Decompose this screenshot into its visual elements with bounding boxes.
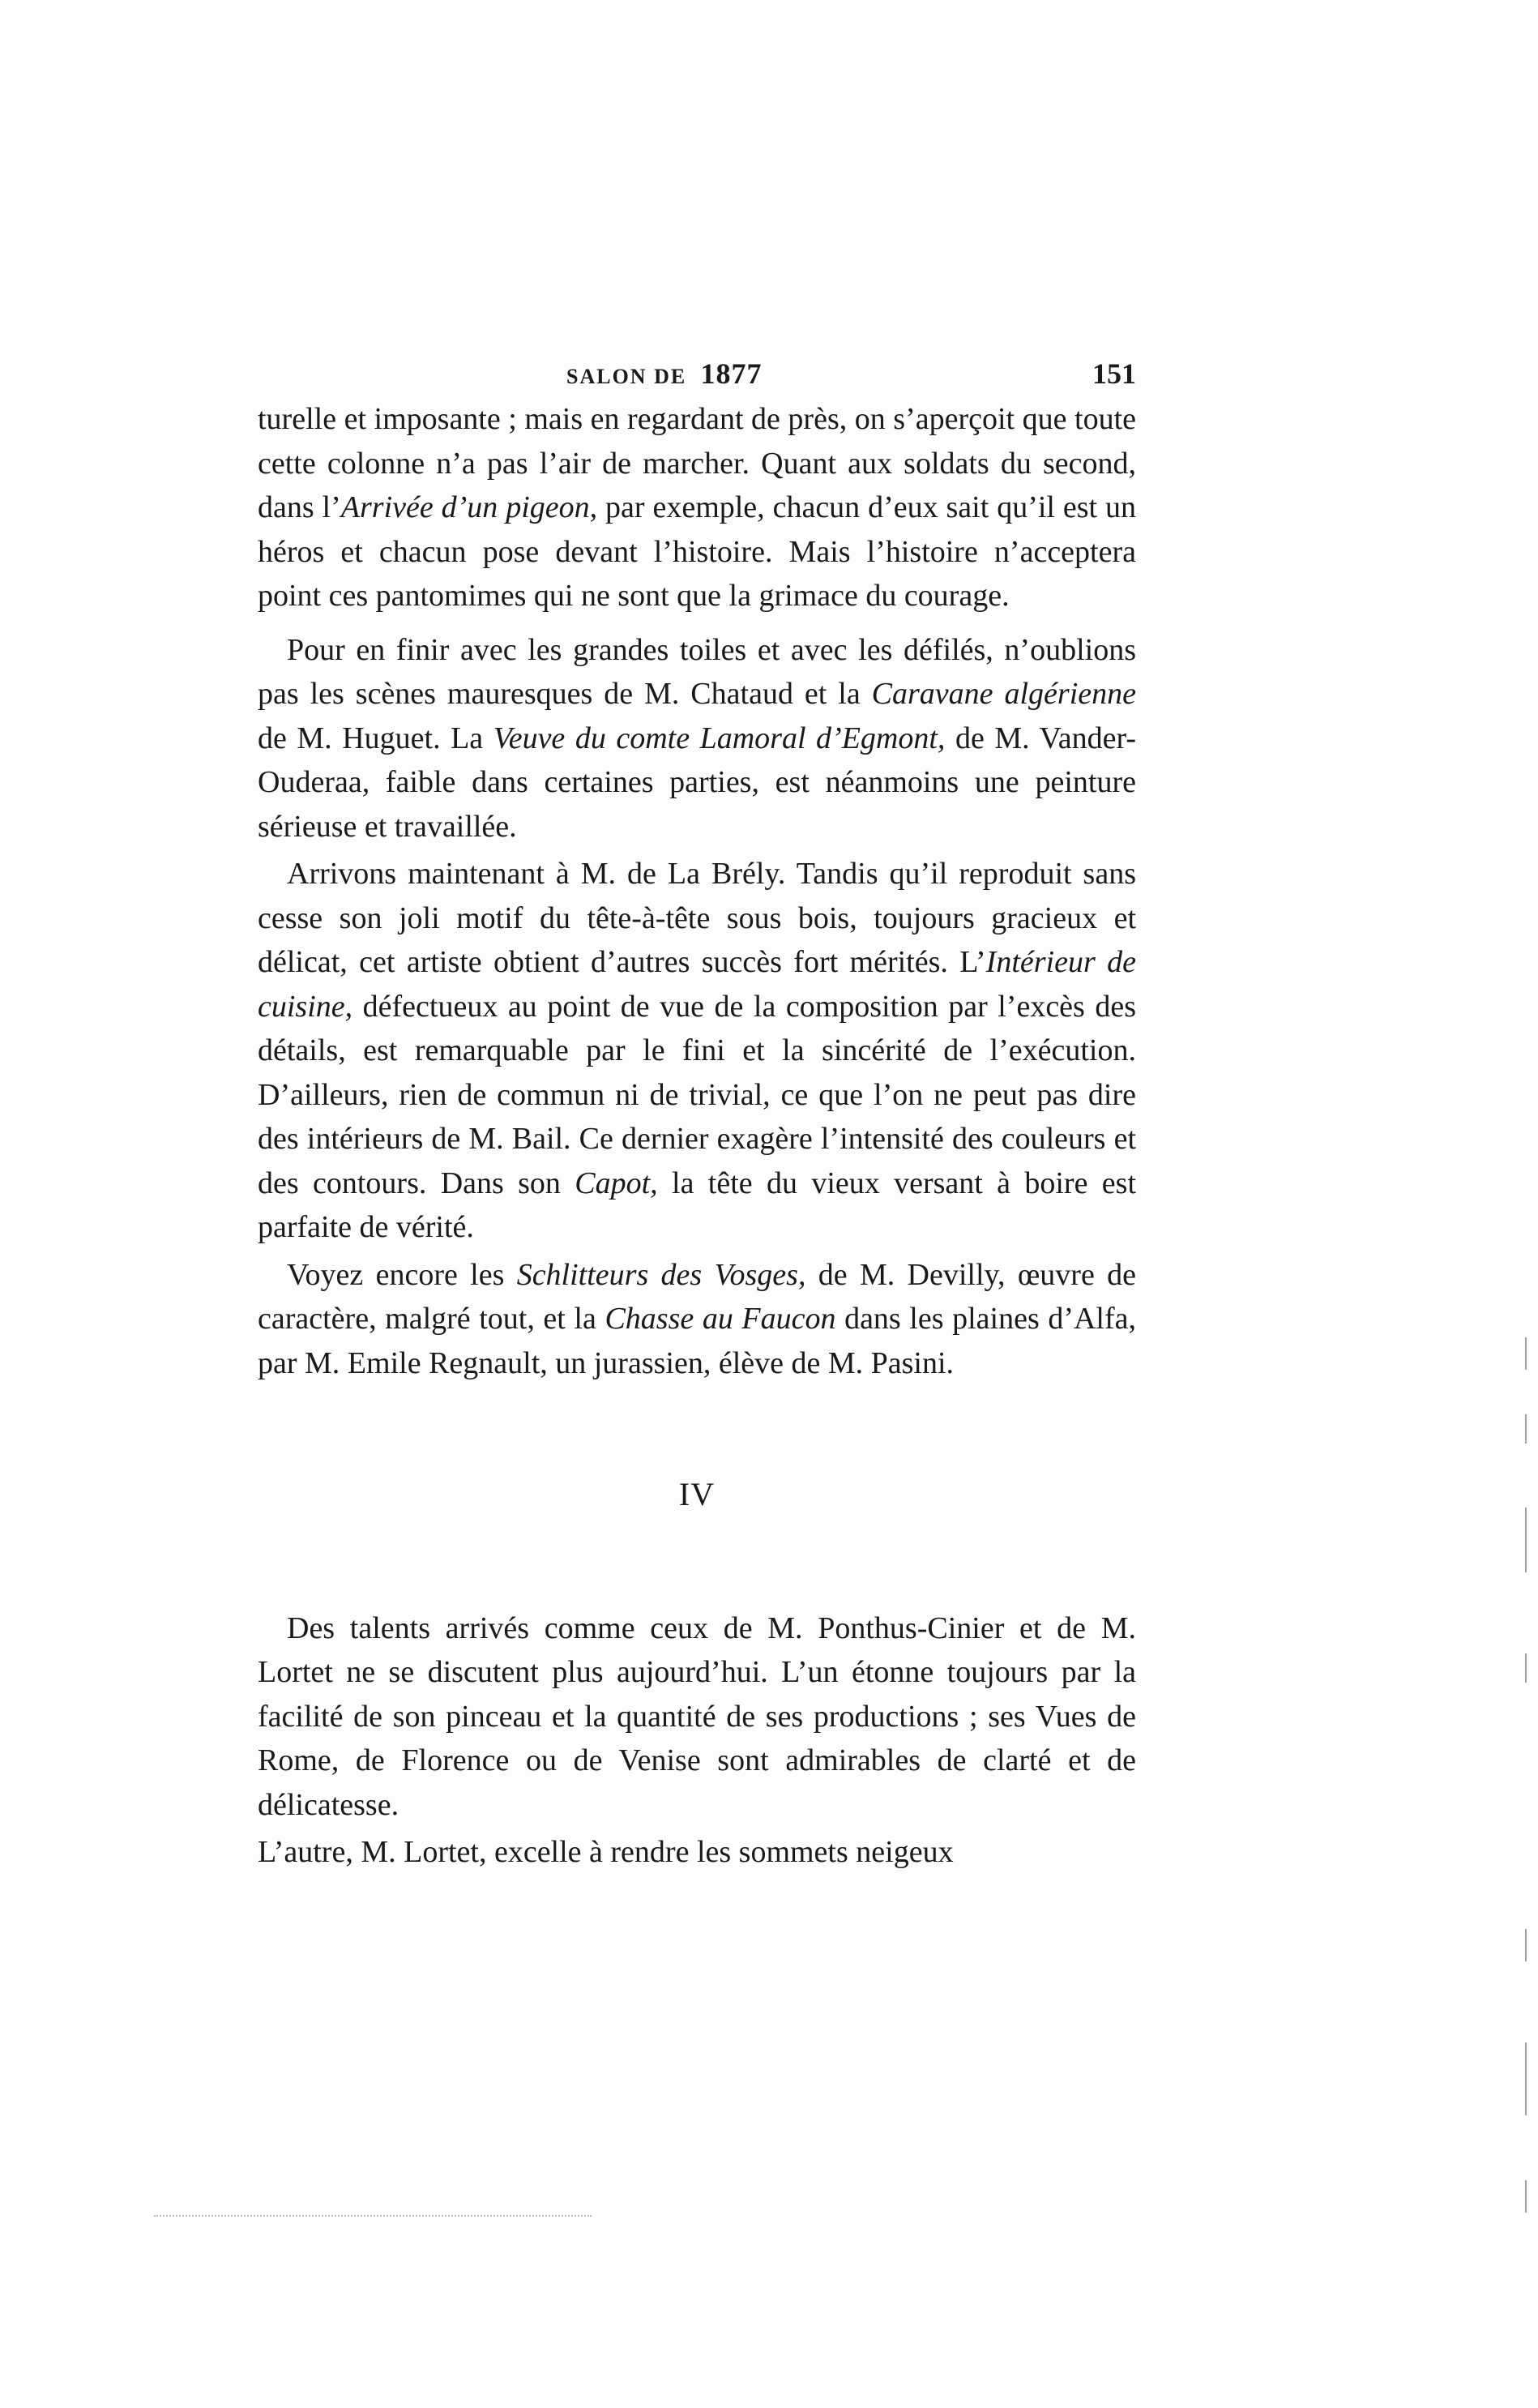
running-title-text: SALON DE — [566, 365, 687, 388]
text-segment: Pour en finir avec les grandes toiles et avec les défilés, n’oublions pas les scènes mauresques de M. Chataud et la — [258, 632, 1136, 711]
scan-mark — [1525, 2180, 1527, 2213]
paragraph — [258, 628, 1136, 849]
text-segment: turelle et imposante ; mais en regardant de près, on s’aperçoit que toute cette colonne n’a pas l’air de marcher. Quant aux soldats du second, dans l’ — [258, 402, 1136, 524]
body-text — [258, 397, 1136, 1875]
text-segment: la tête du vieux versant à boire est parfaite de vérité. — [258, 1166, 1137, 1244]
scan-mark — [1525, 1653, 1527, 1683]
scan-noise — [154, 2215, 592, 2220]
running-title — [566, 357, 762, 391]
text-segment: Arrivons maintenant à M. de La Brély. Tandis qu’il reproduit sans cesse son joli motif du tête-à-tête sous bois, toujours gracieux et délicat, cet artiste obtient d’autres succès fort mérités. L’ — [258, 857, 1136, 979]
paragraph — [258, 852, 1136, 1250]
running-head — [258, 357, 1136, 397]
scan-mark — [1525, 1508, 1527, 1572]
text-segment: dans les plaines d’Alfa, par M. Emile Regnault, un jurassien, élève de M. Pasini. — [258, 1302, 1136, 1380]
scan-mark — [1525, 1337, 1527, 1370]
paragraph — [258, 1830, 1136, 1875]
paragraph — [258, 1606, 1136, 1828]
scan-mark — [1525, 1414, 1527, 1444]
paragraph — [258, 1253, 1136, 1386]
running-title-year: 1877 — [700, 357, 763, 390]
scan-mark — [1525, 2042, 1527, 2115]
italic-title: Chasse au Faucon — [605, 1302, 836, 1336]
italic-title: Intérieur de cuisine, — [258, 945, 1136, 1024]
italic-title: Veuve du comte Lamoral d’Egmont, — [493, 721, 946, 755]
italic-title: Arrivée d’un pigeon — [340, 490, 590, 524]
paragraph — [258, 397, 1136, 618]
page-number: 151 — [1092, 357, 1136, 390]
italic-title: Capot, — [575, 1166, 658, 1200]
text-segment: , par exemple, chacun d’eux sait qu’il est un héros et chacun pose devant l’histoire. Mais l’histoire n’acceptera point ces pantomimes qui ne sont que la grimace du courage. — [258, 490, 1136, 613]
section-heading: IV — [678, 1476, 716, 1512]
text-segment: de M. Vander-Ouderaa, faible dans certaines parties, est néanmoins une peinture sérieuse et travaillée. — [258, 721, 1136, 844]
text-segment: défectueux au point de vue de la composition par l’excès des détails, est remarquable par le fini et la sincérité de l’exécution. D’ailleurs, rien de commun ni de trivial, ce que l’on ne peut pas dire des intérieurs de M. Bail. Ce dernier exagère l’intensité des couleurs et des contours. Dans son — [258, 989, 1136, 1200]
text-segment: Des talents arrivés comme ceux de M. Ponthus-Cinier et de M. Lortet ne se discutent plus aujourd’hui. L’un étonne toujours par la facilité de son pinceau et la quantité de ses productions ; ses Vues de Rome, de Florence ou de Venise sont admirables de clarté et de délicatesse. — [258, 1610, 1136, 1822]
text-segment: de M. Huguet. La — [258, 721, 493, 755]
text-segment: L’autre, M. Lortet, excelle à rendre les sommets neigeux — [258, 1835, 954, 1869]
text-segment: de M. Devilly, œuvre de caractère, malgré tout, et la — [258, 1257, 1137, 1336]
italic-title: Caravane algérienne — [871, 677, 1136, 711]
text-segment: Voyez encore les — [287, 1257, 517, 1292]
italic-title: Schlitteurs des Vosges, — [516, 1257, 806, 1292]
scan-mark — [1525, 1929, 1527, 1961]
